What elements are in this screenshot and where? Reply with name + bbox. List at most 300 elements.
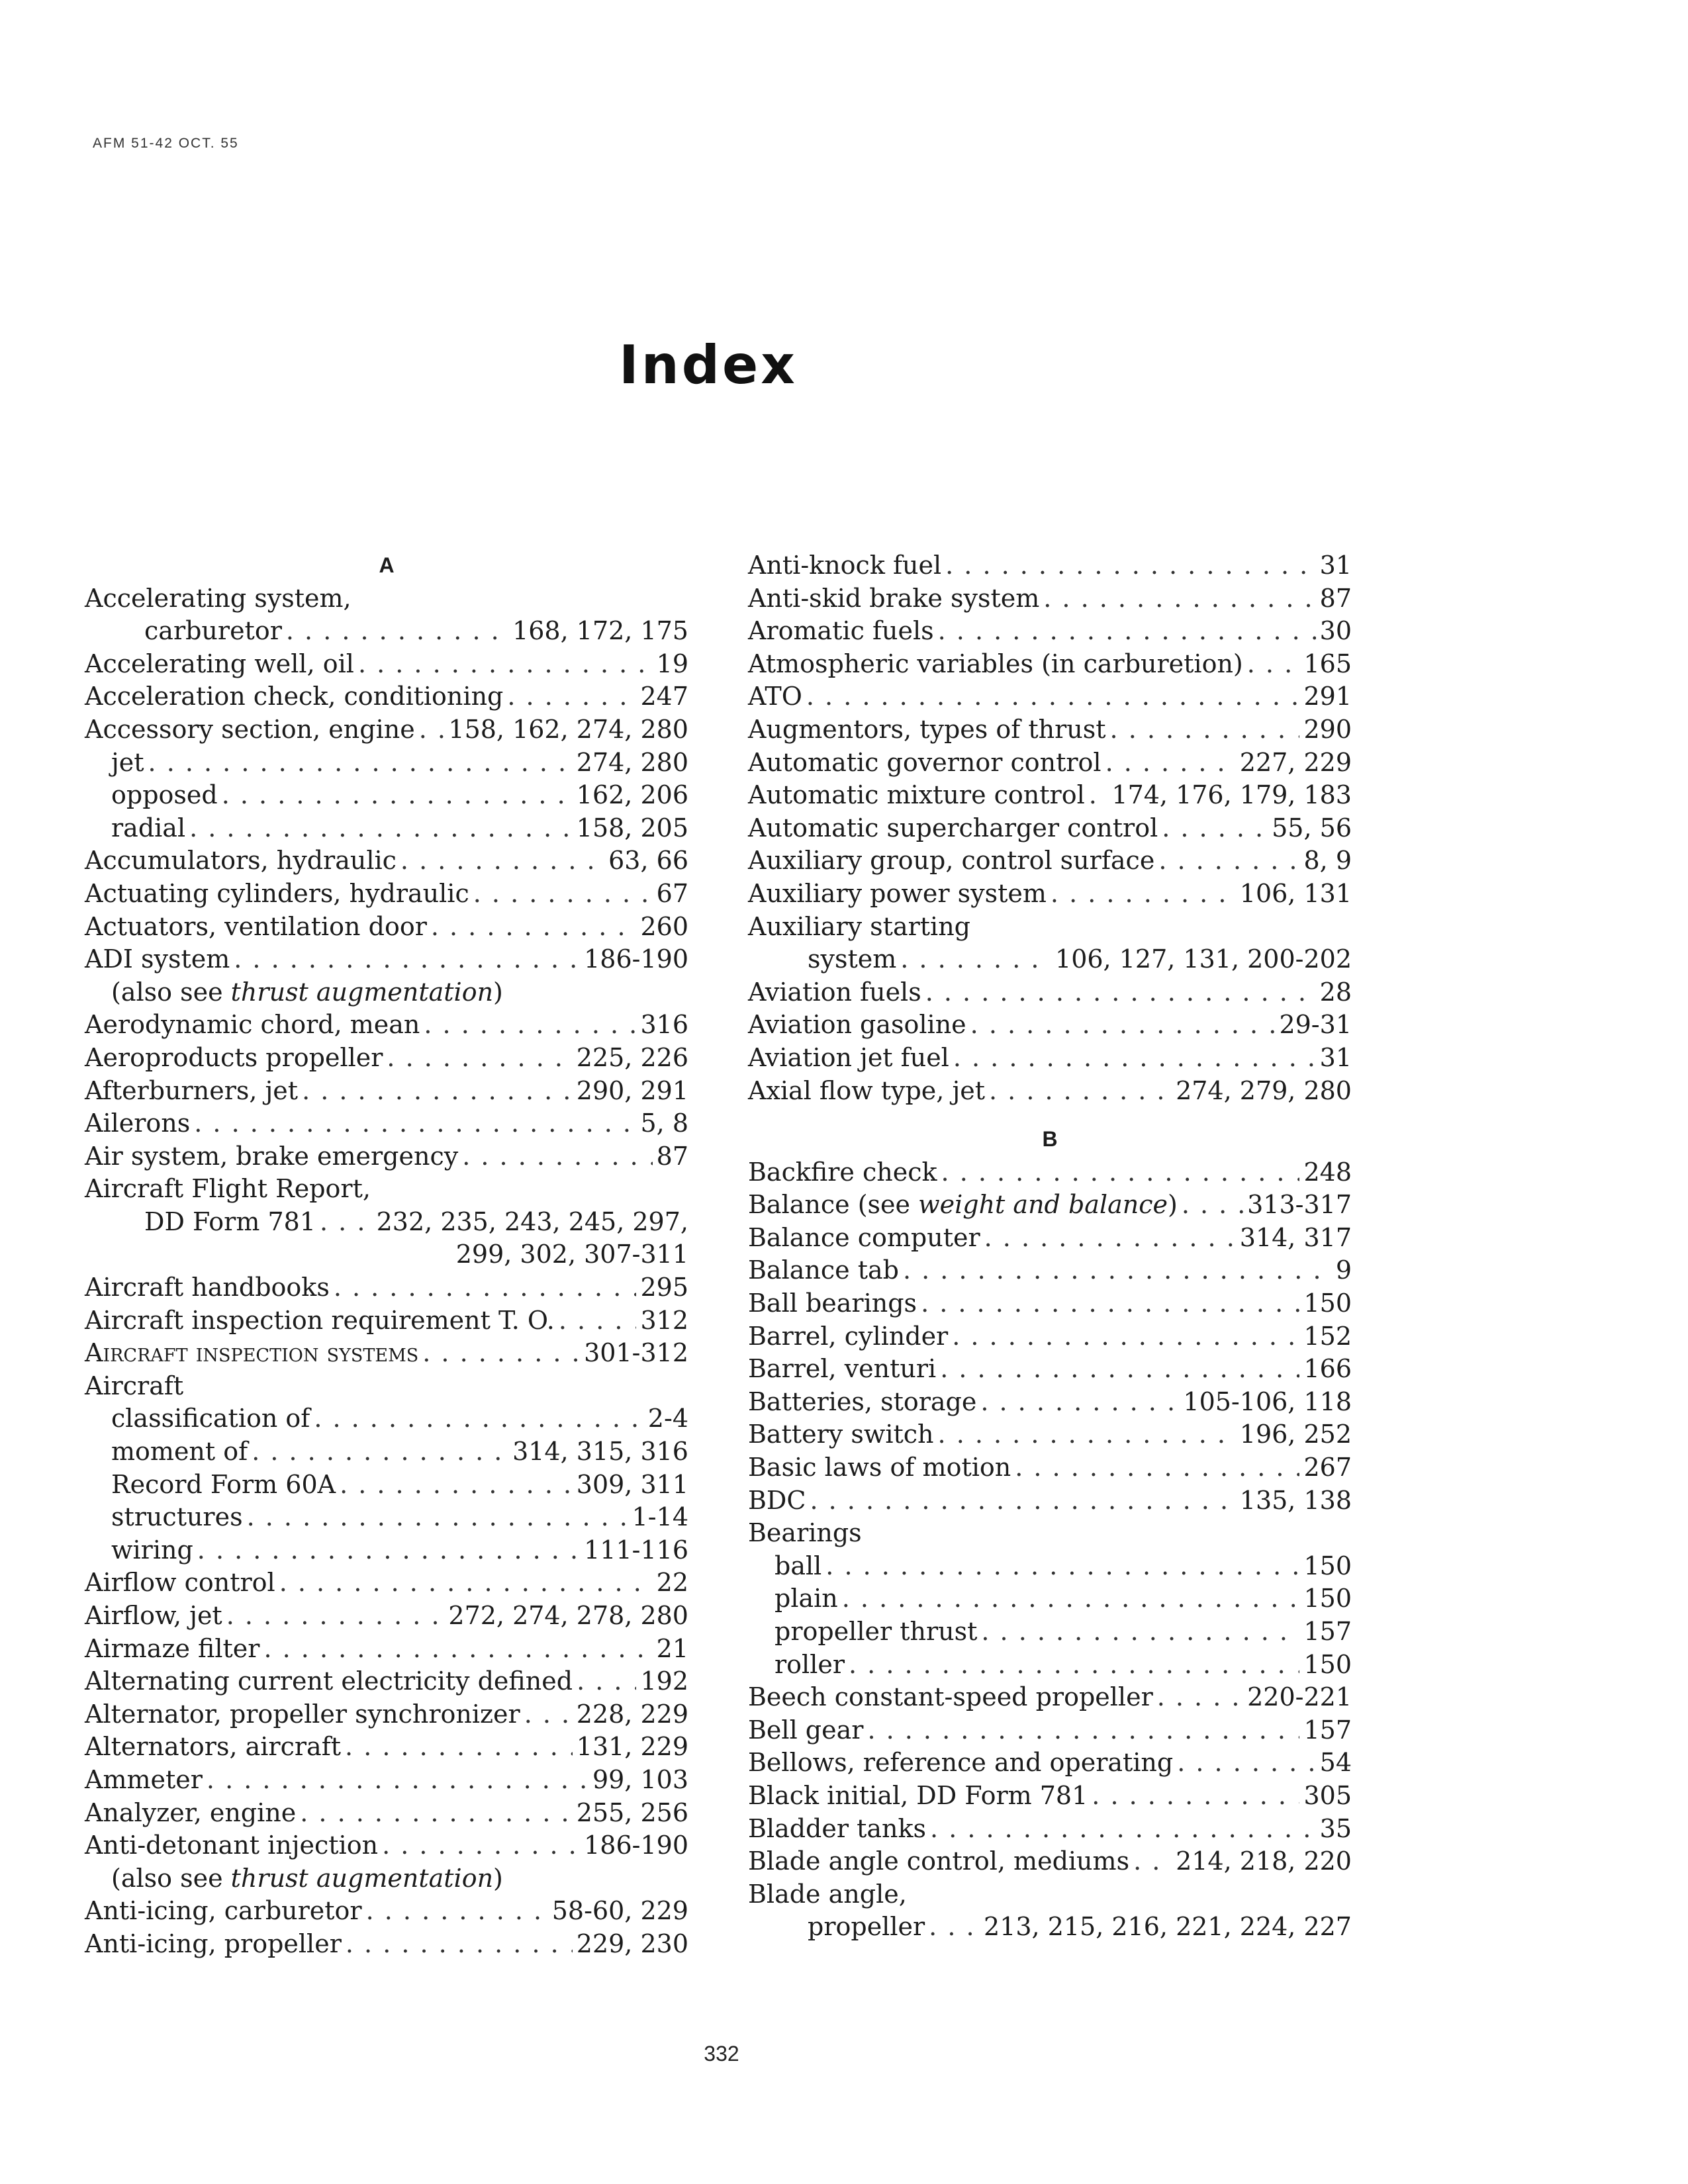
leader-dots — [1105, 747, 1236, 780]
see-also-suffix: ) — [493, 1863, 503, 1893]
entry-term — [748, 1484, 806, 1518]
entry-pages: 299, 302, 307-311 — [455, 1240, 688, 1269]
index-entry — [748, 1813, 1352, 1846]
leader-dots — [189, 812, 573, 845]
index-entry — [748, 1747, 1352, 1780]
leader-dots — [382, 1829, 580, 1862]
entry-pages: 291 — [1303, 682, 1352, 711]
entry-pages: 227, 229 — [1239, 747, 1352, 777]
see-also-text — [111, 1862, 503, 1895]
leader-dots — [279, 1567, 653, 1600]
entry-term-text: Augmentors, types of thrust — [748, 714, 1106, 744]
entry-term-text: DD Form 781 — [144, 1206, 316, 1236]
entry-term-text: structures — [111, 1502, 243, 1532]
entry-pages: 314, 317 — [1239, 1222, 1352, 1252]
section-gap — [748, 1107, 1352, 1123]
entry-term-text: Blade angle, — [748, 1879, 907, 1909]
entry-pages: 28 — [1319, 977, 1352, 1007]
index-entry — [748, 1484, 1352, 1518]
index-entry — [85, 1829, 688, 1862]
entry-pages: 290, 291 — [576, 1075, 688, 1105]
entry-term-text: ADI system — [85, 944, 230, 974]
leader-dots — [903, 1254, 1332, 1287]
entry-term-text: Balance computer — [748, 1222, 980, 1252]
leader-dots — [346, 1928, 573, 1961]
index-entry — [85, 1402, 688, 1435]
index-entry — [748, 1287, 1352, 1320]
entry-pages: 312 — [640, 1305, 688, 1335]
leader-dots — [810, 1484, 1235, 1518]
leader-dots — [938, 615, 1316, 648]
entry-term-text: radial — [111, 813, 186, 842]
index-entry — [748, 1418, 1352, 1451]
leader-dots — [1092, 1780, 1299, 1813]
entry-pages: 87 — [656, 1141, 688, 1171]
leader-dots — [424, 1009, 636, 1042]
entry-term-text: Accelerating well, oil — [85, 649, 354, 678]
index-entry — [748, 1353, 1352, 1386]
entry-term-text: Bearings — [748, 1518, 862, 1548]
leader-dots — [952, 1320, 1299, 1353]
entry-term — [808, 1911, 925, 1944]
entry-term — [85, 1895, 362, 1928]
entry-pages: 186-190 — [584, 1831, 688, 1860]
entry-term-text: Bellows, reference and operating — [748, 1748, 1174, 1778]
entry-term — [85, 1633, 259, 1666]
entry-term — [144, 1206, 316, 1239]
index-entry — [748, 844, 1352, 878]
entry-term — [111, 812, 185, 845]
entry-term — [85, 582, 352, 615]
leader-dots — [507, 680, 636, 713]
leader-dots — [345, 1731, 573, 1764]
entry-pages: 162, 206 — [576, 780, 688, 810]
leader-dots — [300, 1797, 573, 1830]
entry-term-text: Afterburners, jet — [85, 1075, 299, 1105]
entry-term — [748, 1878, 907, 1911]
index-entry — [85, 779, 688, 812]
entry-pages: 8, 9 — [1303, 846, 1352, 876]
entry-term-text: Aircraft — [85, 1371, 184, 1400]
index-entry — [85, 1107, 688, 1140]
index-entry — [85, 582, 688, 615]
entry-term-text: Accessory section, engine — [85, 714, 415, 744]
index-entry — [85, 1567, 688, 1600]
leader-dots — [806, 680, 1300, 713]
index-entry — [85, 1469, 688, 1502]
leader-dots — [207, 1764, 588, 1797]
page-title: Index — [619, 334, 798, 396]
entry-term-text: wiring — [111, 1535, 193, 1565]
page-number: 332 — [704, 2042, 739, 2066]
entry-term-text: ATO — [748, 682, 802, 711]
entry-term — [85, 1042, 383, 1075]
entry-term-reference: weight and balance — [918, 1190, 1168, 1220]
entry-term — [748, 680, 802, 713]
entry-term — [85, 648, 354, 681]
entry-term-text: Aircraft handbooks — [85, 1273, 330, 1302]
index-entry — [748, 1075, 1352, 1108]
entry-term — [85, 1173, 371, 1206]
index-entry — [748, 1320, 1352, 1353]
entry-pages: 135, 138 — [1239, 1485, 1352, 1515]
entry-pages: 31 — [1319, 551, 1352, 580]
entry-term-text: Aviation jet fuel — [748, 1042, 949, 1072]
leader-dots — [1157, 1681, 1243, 1714]
leader-dots — [577, 1665, 636, 1698]
entry-term — [748, 1320, 948, 1353]
document-code: AFM 51-42 OCT. 55 — [93, 136, 239, 151]
entry-term-text: Barrel, cylinder — [748, 1321, 949, 1351]
index-entry — [748, 1681, 1352, 1714]
entry-pages: 260 — [640, 911, 688, 941]
entry-term-text: Aeroproducts propeller — [85, 1042, 383, 1072]
index-entry — [85, 1304, 688, 1338]
index-entry — [748, 1386, 1352, 1419]
index-entry — [748, 1780, 1352, 1813]
leader-dots — [953, 1042, 1316, 1075]
entry-term — [144, 615, 282, 648]
leader-dots — [197, 1534, 580, 1567]
entry-pages: 274, 279, 280 — [1176, 1075, 1352, 1105]
index-entry — [85, 1600, 688, 1633]
index-entry — [748, 1911, 1352, 1944]
entry-term — [85, 1304, 555, 1338]
index-entry — [748, 582, 1352, 615]
leader-dots — [921, 1287, 1299, 1320]
entry-term — [774, 1550, 821, 1583]
leader-dots — [524, 1698, 573, 1731]
entry-term — [748, 1517, 862, 1550]
index-entry — [748, 1582, 1352, 1615]
entry-term — [85, 1731, 341, 1764]
leader-dots — [340, 1469, 573, 1502]
entry-term-text: Acceleration check, conditioning — [85, 682, 504, 711]
entry-term-text: Barrel, venturi — [748, 1354, 937, 1384]
entry-term — [748, 1254, 899, 1287]
index-entry — [85, 1797, 688, 1830]
entry-term-text: Atmospheric variables (in carburetion) — [748, 649, 1243, 678]
entry-term-suffix: ) — [1167, 1190, 1178, 1220]
entry-term — [748, 1714, 863, 1747]
entry-term — [85, 943, 230, 976]
entry-term-text: Aircraft Flight Report, — [85, 1174, 371, 1204]
index-entry — [748, 1878, 1352, 1911]
entry-pages: 301-312 — [584, 1338, 688, 1368]
leader-dots — [1182, 1189, 1243, 1222]
leader-dots — [1162, 812, 1268, 845]
leader-dots — [970, 1009, 1276, 1042]
leader-dots — [302, 1075, 573, 1108]
entry-term — [748, 1287, 917, 1320]
index-entry — [85, 1370, 688, 1403]
entry-pages: 314, 315, 316 — [512, 1437, 688, 1467]
entry-pages: 22 — [656, 1568, 688, 1598]
entry-pages: 106, 127, 131, 200-202 — [1055, 944, 1352, 974]
entry-pages: 305 — [1303, 1780, 1352, 1810]
leader-dots — [422, 1337, 580, 1370]
entry-pages: 150 — [1303, 1584, 1352, 1614]
entry-term — [85, 1107, 190, 1140]
entry-term — [748, 1845, 1129, 1878]
entry-term-text: Basic laws of motion — [748, 1453, 1011, 1482]
index-entry — [85, 1140, 688, 1173]
entry-term — [85, 1600, 222, 1633]
leader-dots — [945, 549, 1316, 582]
entry-term — [808, 943, 896, 976]
index-entry — [85, 943, 688, 976]
entry-pages: 87 — [1319, 583, 1352, 613]
entry-term — [774, 1615, 977, 1649]
entry-term — [85, 1928, 342, 1961]
entry-pages: 309, 311 — [576, 1469, 688, 1499]
index-entry — [748, 1550, 1352, 1583]
entry-pages: 232, 235, 243, 245, 297, — [376, 1206, 688, 1236]
entry-pages: 150 — [1303, 1289, 1352, 1318]
entry-term-text: Battery switch — [748, 1420, 934, 1449]
entry-term — [85, 1665, 573, 1698]
entry-term-text: Batteries, storage — [748, 1387, 977, 1416]
index-entry — [85, 1928, 688, 1961]
entry-term-text: Air system, brake emergency — [85, 1141, 459, 1171]
leader-dots — [366, 1895, 548, 1928]
entry-term-text: system — [808, 944, 897, 974]
entry-term — [85, 1370, 183, 1403]
section-letter-text: A — [379, 553, 395, 577]
entry-term — [748, 1451, 1011, 1484]
leader-dots — [1043, 582, 1315, 615]
entry-pages: 54 — [1319, 1748, 1352, 1778]
entry-term — [111, 1534, 193, 1567]
entry-term-text: Airflow, jet — [85, 1601, 222, 1630]
entry-pages: 99, 103 — [592, 1764, 688, 1794]
entry-term-text: Backfire check — [748, 1157, 937, 1187]
entry-term-text: Auxiliary starting — [748, 911, 970, 941]
entry-term — [748, 812, 1158, 845]
entry-pages: 220-221 — [1247, 1682, 1352, 1712]
entry-term — [85, 1698, 520, 1731]
entry-term — [748, 549, 941, 582]
entry-term-text: Actuating cylinders, hydraulic — [85, 878, 469, 908]
entry-term-text: Axial flow type, jet — [748, 1075, 985, 1105]
leader-dots — [842, 1582, 1300, 1615]
index-entry — [85, 1698, 688, 1731]
entry-pages: 213, 215, 216, 221, 224, 227 — [984, 1912, 1352, 1942]
entry-term — [85, 1009, 420, 1042]
entry-term-text: Beech constant-speed propeller — [748, 1682, 1153, 1712]
entry-pages: 274, 280 — [576, 747, 688, 777]
entry-pages: 290 — [1303, 714, 1352, 744]
index-entry — [748, 1042, 1352, 1075]
entry-pages: 267 — [1303, 1453, 1352, 1482]
leader-dots — [1133, 1845, 1172, 1878]
leader-dots — [320, 1206, 373, 1239]
entry-pages: 255, 256 — [576, 1797, 688, 1827]
entry-term-text: Auxiliary group, control surface — [748, 846, 1155, 876]
index-see-also — [85, 976, 688, 1009]
entry-term — [748, 713, 1106, 747]
leader-dots — [1158, 844, 1299, 878]
entry-term-text: Ailerons — [85, 1109, 191, 1138]
entry-term-text: Aviation gasoline — [748, 1010, 966, 1040]
entry-term-text: Balance (see — [748, 1190, 919, 1220]
see-also-reference: thrust augmentation — [230, 1863, 494, 1893]
entry-pages: 248 — [1303, 1157, 1352, 1187]
index-entry-continuation — [85, 1238, 688, 1271]
index-entry — [748, 1615, 1352, 1649]
index-entry — [85, 1665, 688, 1698]
entry-term-text: Balance tab — [748, 1255, 899, 1285]
entry-term — [748, 844, 1154, 878]
leader-dots — [1015, 1451, 1299, 1484]
index-entry — [748, 648, 1352, 681]
leader-dots — [431, 911, 637, 944]
entry-pages: 63, 66 — [608, 846, 688, 876]
index-entry — [748, 747, 1352, 780]
entry-term — [111, 1402, 310, 1435]
entry-term — [748, 1156, 937, 1189]
entry-term-text: Analyzer, engine — [85, 1797, 297, 1827]
entry-term-text: Anti-skid brake system — [748, 583, 1040, 613]
index-entry — [748, 680, 1352, 713]
index-entry — [85, 1764, 688, 1797]
index-entry — [748, 1189, 1352, 1222]
entry-pages: 168, 172, 175 — [512, 616, 688, 646]
entry-pages: 67 — [656, 878, 688, 908]
entry-term — [748, 1353, 936, 1386]
entry-term-text: Bladder tanks — [748, 1813, 927, 1843]
entry-term-text: Anti-detonant injection — [85, 1831, 379, 1860]
entry-pages: 105-106, 118 — [1183, 1387, 1352, 1416]
entry-pages: 150 — [1303, 1551, 1352, 1580]
entry-term — [85, 1567, 275, 1600]
entry-term-text: Accelerating system, — [85, 583, 352, 613]
entry-pages: 165 — [1303, 649, 1352, 678]
entry-pages: 55, 56 — [1272, 813, 1352, 842]
index-entry — [748, 1517, 1352, 1550]
entry-term-text: Ammeter — [85, 1764, 203, 1794]
entry-term — [111, 1469, 336, 1502]
index-entry — [748, 976, 1352, 1009]
index-entry — [748, 1714, 1352, 1747]
leader-dots — [1247, 648, 1300, 681]
entry-term — [85, 713, 415, 747]
index-entry — [85, 1173, 688, 1206]
section-letter — [748, 1123, 1352, 1156]
entry-pages: 316 — [640, 1010, 688, 1040]
entry-pages: 157 — [1303, 1715, 1352, 1745]
entry-term-text: Bell gear — [748, 1715, 864, 1745]
entry-term — [748, 1222, 980, 1255]
leader-dots — [938, 1418, 1236, 1451]
index-entry — [748, 1254, 1352, 1287]
index-entry — [85, 1731, 688, 1764]
leader-dots — [940, 1353, 1299, 1386]
leader-dots — [148, 747, 573, 780]
entry-pages: 225, 226 — [576, 1042, 688, 1072]
entry-term — [85, 1829, 378, 1862]
entry-term — [748, 1009, 966, 1042]
entry-term-text: plain — [774, 1584, 838, 1614]
entry-pages: 152 — [1303, 1321, 1352, 1351]
entry-pages: 214, 218, 220 — [1176, 1846, 1352, 1876]
index-entry — [748, 713, 1352, 747]
entry-term — [85, 878, 469, 911]
leader-dots — [400, 844, 604, 878]
entry-term — [85, 1140, 458, 1173]
entry-pages: 58-60, 229 — [551, 1896, 688, 1926]
entry-term — [748, 747, 1102, 780]
entry-pages: 186-190 — [584, 944, 688, 974]
entry-term-text: Black initial, DD Form 781 — [748, 1780, 1088, 1810]
entry-pages: 295 — [640, 1273, 688, 1302]
leader-dots — [226, 1600, 445, 1633]
entry-term — [748, 1075, 985, 1108]
entry-term-text: Airflow control — [85, 1568, 275, 1598]
entry-term — [111, 747, 144, 780]
entry-term-text: ball — [774, 1551, 822, 1580]
leader-dots — [1051, 878, 1236, 911]
index-entry — [748, 779, 1352, 812]
entry-term-text: Airmaze filter — [85, 1633, 260, 1663]
leader-dots — [981, 1615, 1299, 1649]
entry-pages: 228, 229 — [576, 1699, 688, 1729]
index-entry — [85, 615, 688, 648]
leader-dots — [387, 1042, 572, 1075]
leader-dots — [1089, 779, 1108, 812]
entry-pages: 166 — [1303, 1354, 1352, 1384]
entry-term-text: Accumulators, hydraulic — [85, 846, 397, 876]
leader-dots — [1110, 713, 1300, 747]
leader-dots — [252, 1435, 508, 1469]
leader-dots — [358, 648, 653, 681]
leader-dots — [989, 1075, 1172, 1108]
entry-term-text: Anti-knock fuel — [748, 551, 942, 580]
entry-term — [85, 1764, 203, 1797]
entry-term-text: propeller — [808, 1912, 925, 1942]
see-also-suffix: ) — [493, 977, 503, 1007]
leader-dots — [334, 1271, 637, 1304]
entry-term — [748, 1681, 1153, 1714]
entry-pages: 111-116 — [584, 1535, 688, 1565]
leader-dots — [925, 976, 1316, 1009]
entry-term-text: Aviation fuels — [748, 977, 921, 1007]
see-also-text — [111, 976, 503, 1009]
leader-dots — [194, 1107, 636, 1140]
entry-term — [748, 976, 921, 1009]
index-entry — [85, 878, 688, 911]
leader-dots — [930, 1813, 1316, 1846]
entry-term-text: carburetor — [144, 616, 282, 646]
see-also-prefix: (also see — [111, 1863, 231, 1893]
index-entry — [85, 844, 688, 878]
entry-pages: 247 — [640, 682, 688, 711]
entry-pages: 272, 274, 278, 280 — [448, 1601, 688, 1630]
entry-pages: 1-14 — [632, 1502, 688, 1532]
entry-term-text: Aerodynamic chord, mean — [85, 1010, 420, 1040]
index-see-also — [85, 1862, 688, 1895]
leader-dots — [559, 1304, 637, 1338]
entry-term-text: jet — [111, 747, 144, 777]
entry-term-text: opposed — [111, 780, 218, 810]
entry-term — [748, 1418, 934, 1451]
index-entry — [85, 1534, 688, 1567]
index-entry — [748, 1222, 1352, 1255]
leader-dots — [247, 1501, 628, 1534]
index-entry — [85, 1271, 688, 1304]
index-entry — [748, 1156, 1352, 1189]
entry-pages: 229, 230 — [576, 1929, 688, 1958]
